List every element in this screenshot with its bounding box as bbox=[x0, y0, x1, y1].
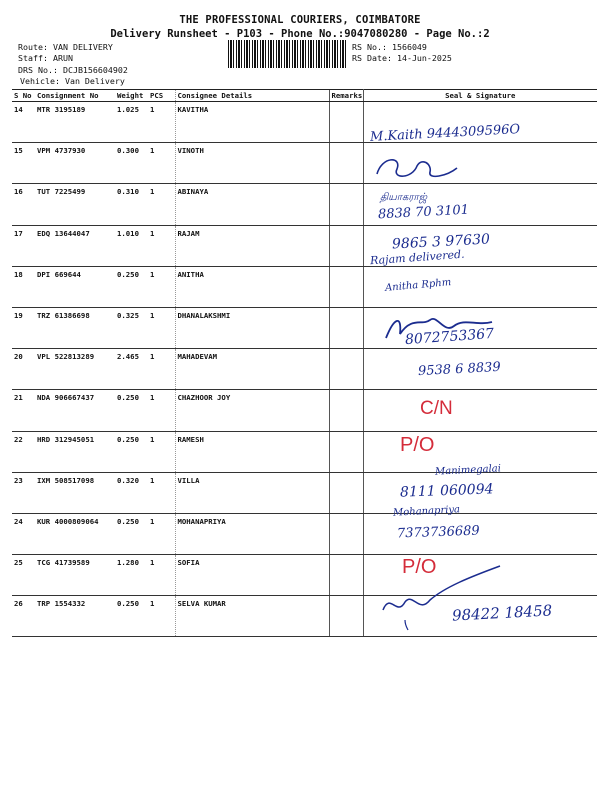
cell-sno: 24 bbox=[12, 513, 35, 554]
cell-remarks bbox=[329, 555, 363, 596]
cell-remarks bbox=[329, 431, 363, 472]
handwritten-note: 8111 060094 bbox=[399, 481, 494, 501]
handwritten-remark: C/N bbox=[420, 398, 453, 419]
table-row bbox=[12, 513, 597, 554]
cell-pcs: 1 bbox=[148, 266, 175, 307]
company-title: THE PROFESSIONAL COURIERS, COIMBATORE bbox=[179, 14, 421, 26]
staff-label: Staff: ARUN bbox=[18, 53, 73, 63]
cell-consignee: ABINAYA bbox=[175, 184, 329, 225]
runsheet-subtitle: Delivery Runsheet - P103 - Phone No.:9047080280 - Page No.:2 bbox=[110, 28, 490, 40]
col-weight: Weight bbox=[115, 90, 148, 102]
cell-consignee: SELVA KUMAR bbox=[175, 596, 329, 637]
cell-remarks bbox=[329, 596, 363, 637]
handwritten-note: 9865 3 97630 bbox=[391, 231, 491, 253]
cell-consignee: MOHANAPRIYA bbox=[175, 513, 329, 554]
cell-consignee: SOFIA bbox=[175, 555, 329, 596]
handwritten-note: தியாகராஜ் bbox=[380, 192, 428, 203]
cell-pcs: 1 bbox=[148, 596, 175, 637]
cell-consignee: KAVITHA bbox=[175, 102, 329, 143]
cell-remarks bbox=[329, 390, 363, 431]
cell-sno: 19 bbox=[12, 307, 35, 348]
cell-remarks bbox=[329, 307, 363, 348]
cell-consignment: HRD 312945051 bbox=[35, 431, 115, 472]
handwritten-note: M.Kaith 9444309596O bbox=[369, 122, 521, 145]
cell-consignment: TUT 7225499 bbox=[35, 184, 115, 225]
col-pcs: PCS bbox=[148, 90, 175, 102]
handwritten-remark: P/O bbox=[402, 556, 437, 578]
cell-consignee: VINOTH bbox=[175, 143, 329, 184]
cell-remarks bbox=[329, 266, 363, 307]
cell-consignee: RAJAM bbox=[175, 225, 329, 266]
table-row bbox=[12, 266, 597, 307]
cell-consignment: EDQ 13644047 bbox=[35, 225, 115, 266]
cell-remarks bbox=[329, 184, 363, 225]
cell-weight: 1.010 bbox=[115, 225, 148, 266]
cell-consignment: IXM 508517098 bbox=[35, 472, 115, 513]
col-remarks: Remarks bbox=[329, 90, 363, 102]
col-consignment: Consignment No bbox=[35, 90, 115, 102]
cell-consignment: MTR 3195189 bbox=[35, 102, 115, 143]
cell-sno: 20 bbox=[12, 349, 35, 390]
vehicle-label: Vehicle: Van Delivery bbox=[20, 76, 125, 86]
cell-weight: 0.310 bbox=[115, 184, 148, 225]
cell-pcs: 1 bbox=[148, 431, 175, 472]
cell-pcs: 1 bbox=[148, 102, 175, 143]
handwritten-note: 98422 18458 bbox=[451, 601, 553, 625]
cell-weight: 1.025 bbox=[115, 102, 148, 143]
signature-squiggle bbox=[372, 154, 462, 184]
cell-remarks bbox=[329, 349, 363, 390]
table-header-row bbox=[12, 90, 597, 102]
barcode-image bbox=[228, 40, 346, 68]
cell-weight: 0.325 bbox=[115, 307, 148, 348]
cell-pcs: 1 bbox=[148, 472, 175, 513]
cell-pcs: 1 bbox=[148, 143, 175, 184]
runsheet-table bbox=[12, 89, 597, 637]
cell-weight: 0.250 bbox=[115, 390, 148, 431]
cell-consignee: DHANALAKSHMI bbox=[175, 307, 329, 348]
table-row bbox=[12, 390, 597, 431]
cell-weight: 2.465 bbox=[115, 349, 148, 390]
cell-pcs: 1 bbox=[148, 307, 175, 348]
handwritten-note: 9538 6 8839 bbox=[417, 359, 502, 380]
table-row bbox=[12, 184, 597, 225]
cell-pcs: 1 bbox=[148, 390, 175, 431]
cell-pcs: 1 bbox=[148, 513, 175, 554]
handwritten-note: 8838 70 3101 bbox=[377, 202, 470, 223]
cell-sno: 18 bbox=[12, 266, 35, 307]
cell-consignment: VPM 4737930 bbox=[35, 143, 115, 184]
col-sno: S No bbox=[12, 90, 35, 102]
cell-remarks bbox=[329, 513, 363, 554]
cell-consignment: TRP 1554332 bbox=[35, 596, 115, 637]
cell-remarks bbox=[329, 102, 363, 143]
cell-pcs: 1 bbox=[148, 555, 175, 596]
cell-consignment: KUR 4000809064 bbox=[35, 513, 115, 554]
cell-sno: 23 bbox=[12, 472, 35, 513]
cell-consignment: TRZ 61386698 bbox=[35, 307, 115, 348]
cell-consignee: MAHADEVAM bbox=[175, 349, 329, 390]
handwritten-note: Rajam delivered. bbox=[369, 247, 465, 268]
cell-pcs: 1 bbox=[148, 225, 175, 266]
cell-sno: 25 bbox=[12, 555, 35, 596]
drs-number: DRS No.: DCJB156604902 bbox=[18, 65, 128, 75]
cell-sno: 22 bbox=[12, 431, 35, 472]
handwritten-remark: P/O bbox=[400, 434, 435, 456]
table-row bbox=[12, 349, 597, 390]
cell-sno: 26 bbox=[12, 596, 35, 637]
cell-weight: 1.280 bbox=[115, 555, 148, 596]
handwritten-note: Manimegalai bbox=[434, 463, 502, 478]
cell-weight: 0.250 bbox=[115, 513, 148, 554]
cell-signature bbox=[363, 390, 597, 431]
cell-consignment: DPI 669644 bbox=[35, 266, 115, 307]
cell-sno: 21 bbox=[12, 390, 35, 431]
cell-weight: 0.250 bbox=[115, 596, 148, 637]
cell-sno: 14 bbox=[12, 102, 35, 143]
col-signature: Seal & Signature bbox=[363, 90, 597, 102]
cell-weight: 0.300 bbox=[115, 143, 148, 184]
cell-consignee: ANITHA bbox=[175, 266, 329, 307]
cell-consignment: NDA 906667437 bbox=[35, 390, 115, 431]
handwritten-note: Anitha Rphm bbox=[384, 277, 452, 294]
table-row bbox=[12, 225, 597, 266]
cell-remarks bbox=[329, 143, 363, 184]
cell-sno: 15 bbox=[12, 143, 35, 184]
handwritten-note: 7373736689 bbox=[396, 523, 480, 542]
cell-remarks bbox=[329, 225, 363, 266]
cell-remarks bbox=[329, 472, 363, 513]
cell-pcs: 1 bbox=[148, 349, 175, 390]
cell-weight: 0.250 bbox=[115, 431, 148, 472]
handwritten-note: Mohanapriya bbox=[392, 504, 461, 519]
table-row bbox=[12, 143, 597, 184]
cell-weight: 0.250 bbox=[115, 266, 148, 307]
cell-pcs: 1 bbox=[148, 184, 175, 225]
cell-consignment: VPL 522813289 bbox=[35, 349, 115, 390]
handwritten-note: 8072753367 bbox=[404, 325, 495, 349]
route-label: Route: VAN DELIVERY bbox=[18, 42, 113, 52]
cell-weight: 0.320 bbox=[115, 472, 148, 513]
col-consignee: Consignee Details bbox=[175, 90, 329, 102]
table-row bbox=[12, 472, 597, 513]
rs-number: RS No.: 1566049 bbox=[352, 42, 427, 52]
cell-consignee: RAMESH bbox=[175, 431, 329, 472]
cell-consignee: VILLA bbox=[175, 472, 329, 513]
cell-sno: 17 bbox=[12, 225, 35, 266]
rs-date: RS Date: 14-Jun-2025 bbox=[352, 53, 452, 63]
cell-consignment: TCG 41739589 bbox=[35, 555, 115, 596]
cell-sno: 16 bbox=[12, 184, 35, 225]
cell-consignee: CHAZHOOR JOY bbox=[175, 390, 329, 431]
table-row bbox=[12, 431, 597, 472]
